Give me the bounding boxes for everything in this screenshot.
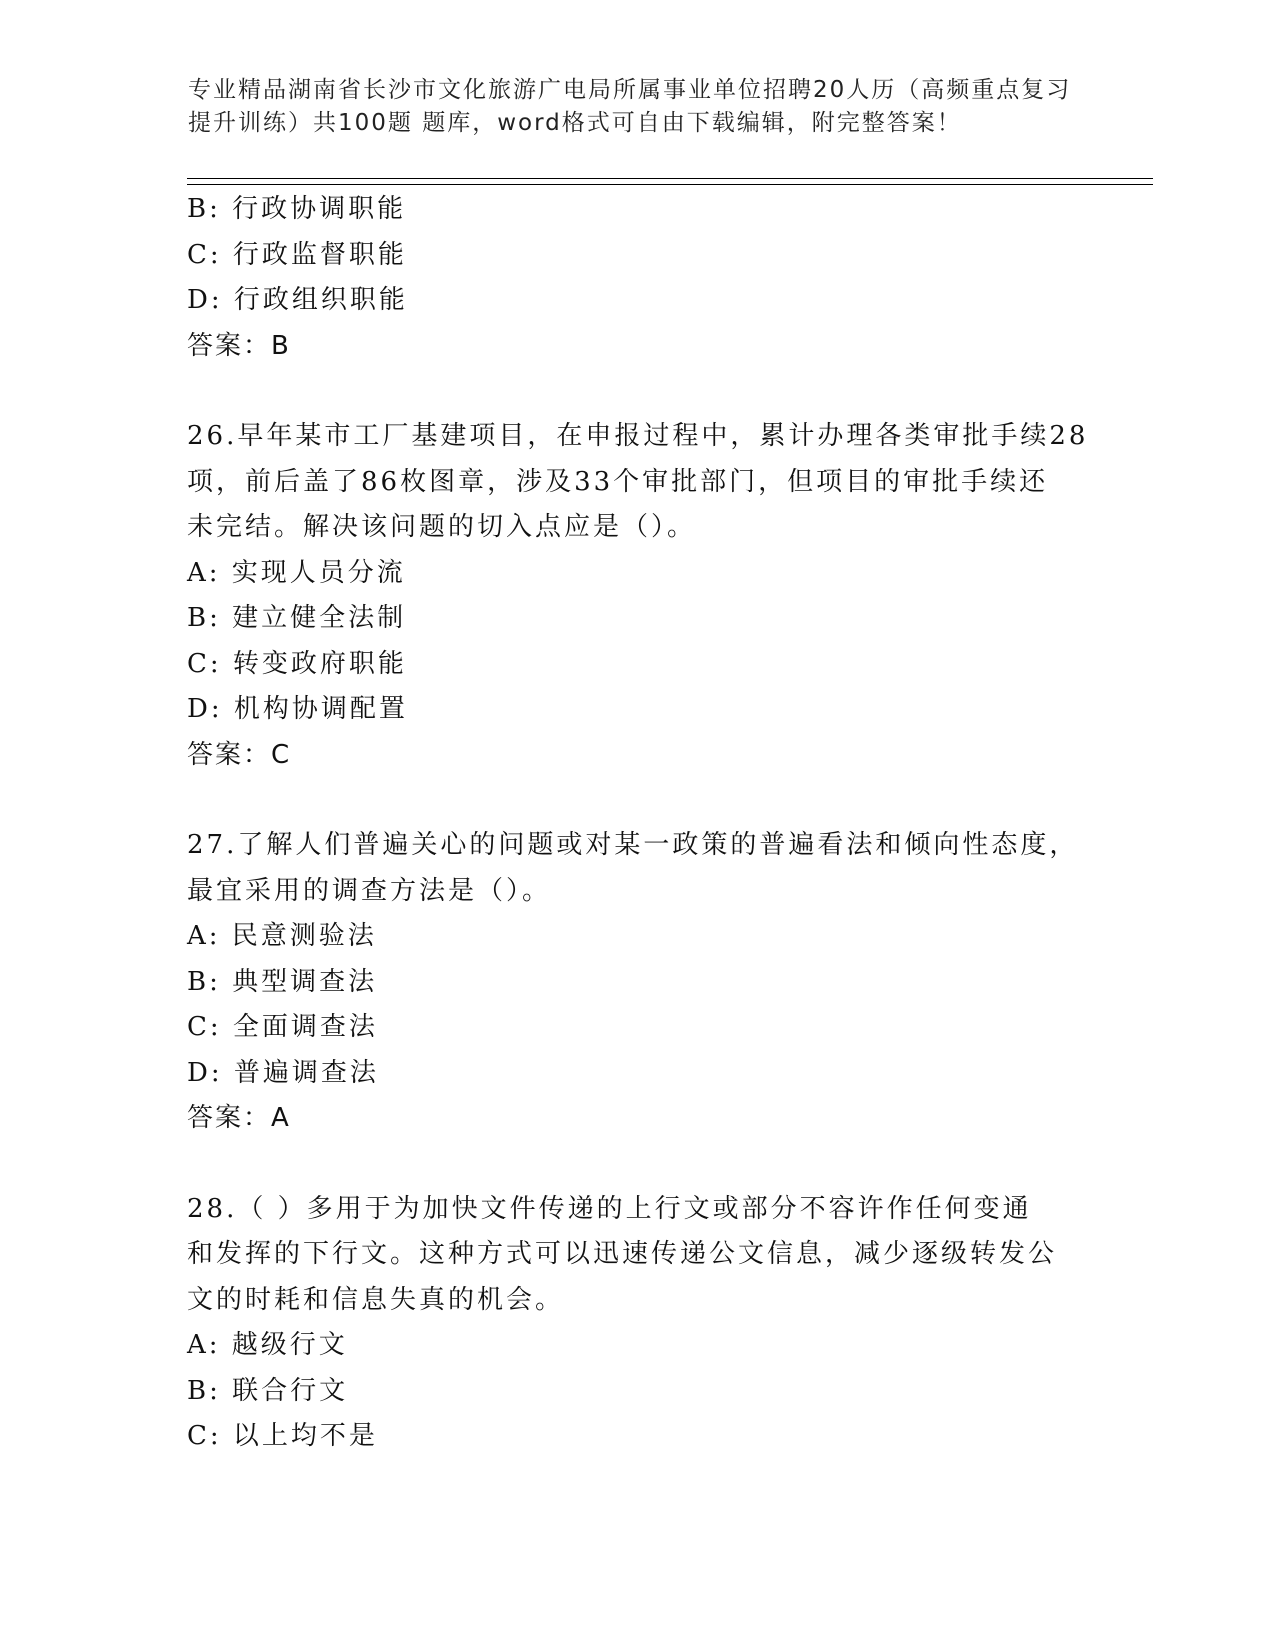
spacer	[187, 1142, 1087, 1187]
answer: 答案：A	[187, 1103, 291, 1133]
option-b: B: 建立健全法制	[187, 603, 407, 633]
question-text: 未完结。解决该问题的切入点应是（）。	[187, 512, 697, 542]
question-text: 最宜采用的调查方法是（）。	[187, 875, 552, 906]
option-c: C: 全面调查法	[187, 1012, 378, 1042]
question-text: 27.了解人们普遍关心的问题或对某一政策的普遍看法和倾向性态度，	[187, 830, 1079, 860]
option-b: B: 典型调查法	[187, 966, 378, 997]
header-divider	[187, 178, 1153, 185]
document-body	[187, 187, 1087, 1460]
spacer	[187, 778, 1087, 823]
question-text: 和发挥的下行文。这种方式可以迅速传递公文信息，减少逐级转发公	[187, 1239, 1058, 1269]
option-d: D: 机构协调配置	[187, 694, 408, 724]
question-text: 28.（ ）多用于为加快文件传递的上行文或部分不容许作任何变通	[187, 1193, 1032, 1224]
option-a: A: 实现人员分流	[187, 557, 406, 588]
question-27	[187, 823, 1087, 1142]
option-a: A: 民意测验法	[187, 921, 377, 951]
answer: 答案：C	[187, 739, 292, 770]
option-c: C: 转变政府职能	[187, 648, 407, 679]
answer: 答案：B	[187, 330, 291, 361]
question-text: 项，前后盖了86枚图章，涉及33个审批部门，但项目的审批手续还	[187, 466, 1049, 497]
question-25-fragment	[187, 187, 1087, 369]
question-28	[187, 1187, 1087, 1460]
header-title-line-2: 提升训练）共100题 题库，word格式可自由下载编辑，附完整答案！	[188, 110, 962, 136]
question-text: 26.早年某市工厂基建项目，在申报过程中，累计办理各类审批手续28	[187, 421, 1089, 451]
question-text: 文的时耗和信息失真的机会。	[187, 1284, 565, 1315]
option-b: B: 行政协调职能	[187, 194, 407, 224]
page-header	[188, 74, 1088, 140]
option-a: A: 越级行文	[187, 1330, 348, 1360]
spacer	[187, 369, 1087, 414]
option-b: B: 联合行文	[187, 1375, 349, 1406]
question-26	[187, 414, 1087, 778]
option-d: D: 普遍调查法	[187, 1057, 379, 1088]
option-c: C: 行政监督职能	[187, 239, 407, 270]
header-title-line-1: 专业精品湖南省长沙市文化旅游广电局所属事业单位招聘20人历（高频重点复习	[188, 77, 1072, 103]
option-c: C: 以上均不是	[187, 1421, 378, 1451]
option-d: D: 行政组织职能	[187, 285, 408, 315]
